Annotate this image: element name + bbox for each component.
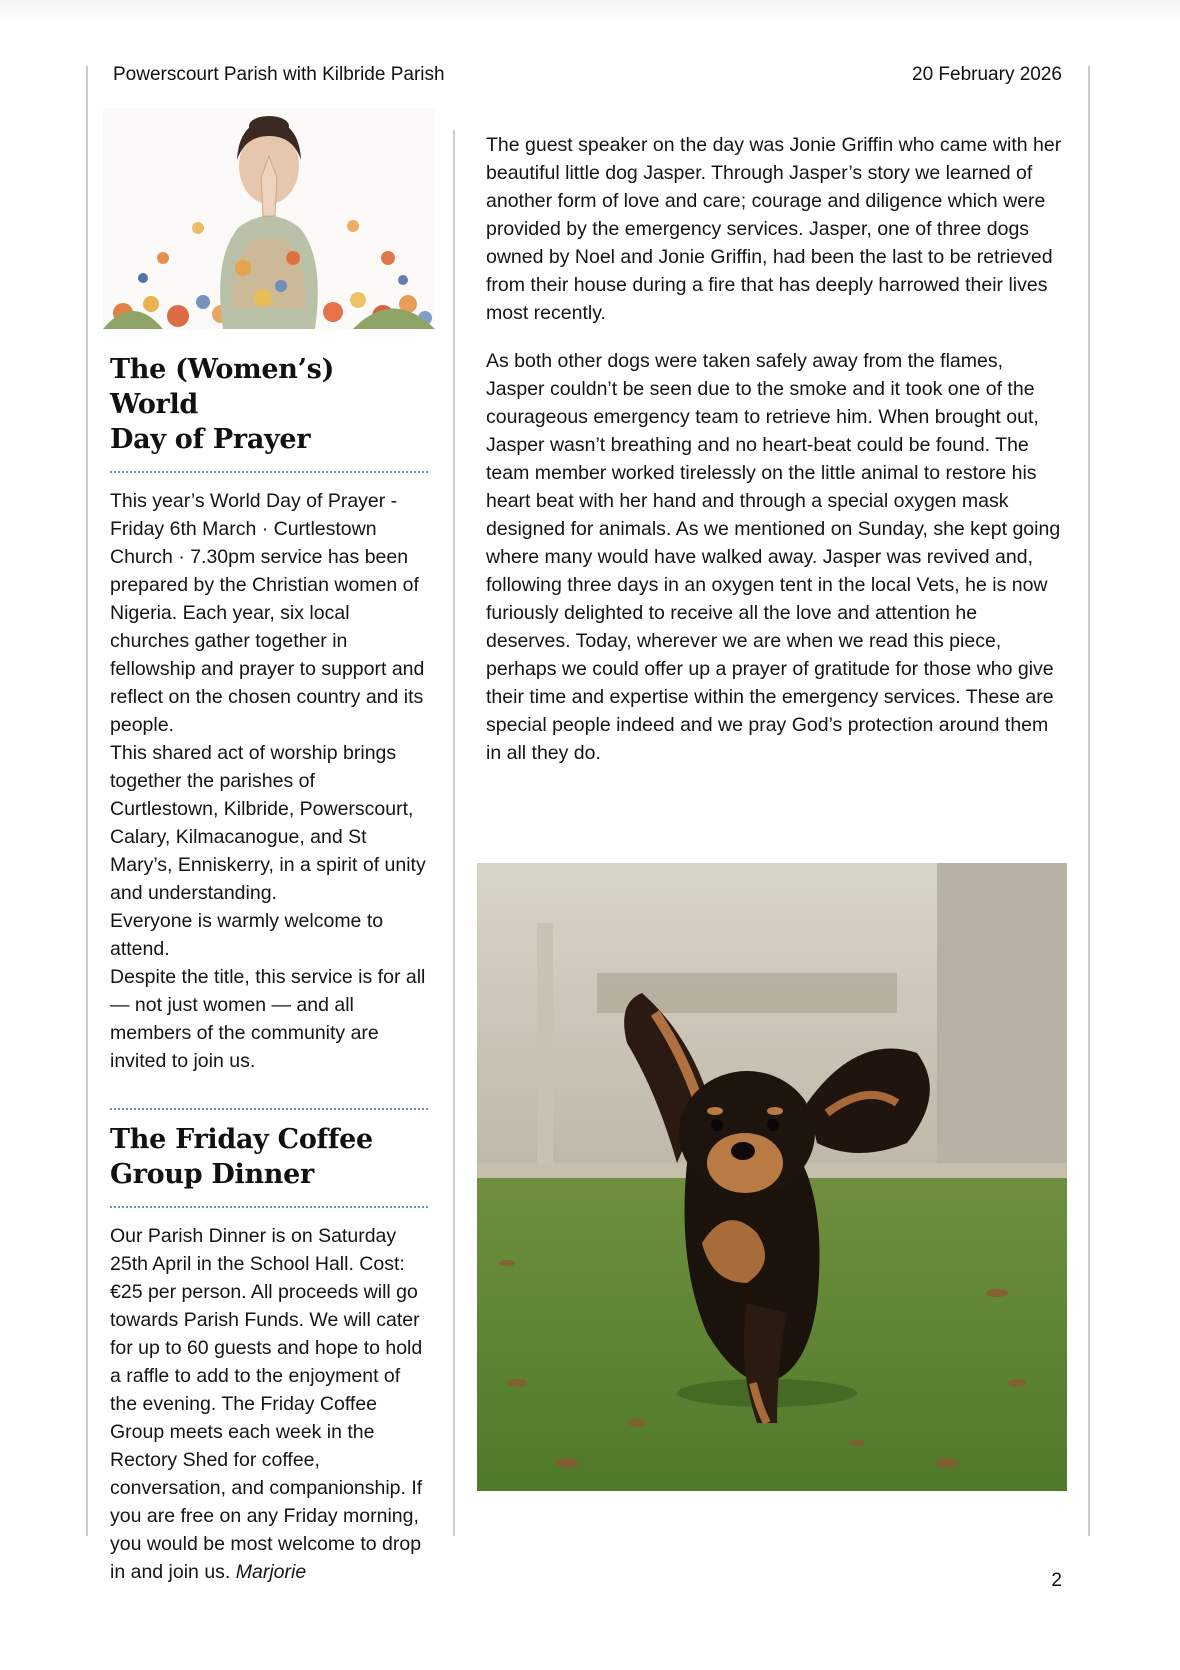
jasper-dog-photo bbox=[477, 863, 1067, 1491]
prayer-day-paragraph: Everyone is warmly welcome to attend. bbox=[110, 910, 384, 960]
prayer-day-paragraph: Despite the title, this service is for all — not just women — and all members of the community are invited to join us. bbox=[110, 966, 426, 1072]
coffee-dinner-section bbox=[110, 1122, 428, 1586]
prayer-day-title bbox=[110, 352, 428, 457]
left-margin-rule bbox=[86, 66, 88, 1536]
prayer-illustration bbox=[103, 108, 435, 329]
top-shadow bbox=[0, 0, 1180, 22]
coffee-dinner-title-divider bbox=[110, 1206, 428, 1208]
column-divider-rule bbox=[453, 130, 455, 1536]
page-number: 2 bbox=[1051, 1570, 1062, 1591]
coffee-dinner-title bbox=[110, 1122, 428, 1192]
coffee-dinner-title-line2: Group Dinner bbox=[110, 1159, 314, 1190]
coffee-dinner-signature: Marjorie bbox=[235, 1561, 307, 1583]
prayer-day-paragraph: This shared act of worship brings together the parishes of Curtlestown, Kilbride, Powerscourt, Calary, Kilmacanogue, and St Mary’s, Enniskerry, in a spirit of unity and understanding. bbox=[110, 742, 426, 904]
parish-name-header: Powerscourt Parish with Kilbride Parish bbox=[113, 64, 445, 85]
section-divider bbox=[110, 1108, 428, 1110]
prayer-day-title-line2: Day of Prayer bbox=[110, 424, 311, 455]
coffee-dinner-body bbox=[110, 1222, 428, 1586]
coffee-dinner-text: Our Parish Dinner is on Saturday 25th April in the School Hall. Cost: €25 per person. All proceeds will go towards Parish Funds. We will cater for up to 60 guests and hope to hold a raffle to add to the enjoyment of the evening. The Friday Coffee Group meets each week in the Rectory Shed for coffee, conversation, and companionship. If you are free on any Friday morning, you would be most welcome to drop in and join us. bbox=[110, 1225, 423, 1583]
jasper-paragraph: The guest speaker on the day was Jonie Griffin who came with her beautiful little dog Jasper. Through Jasper’s story we learned of another form of love and care; courage and diligence which were provided by the emergency services. Jasper, one of three dogs owned by Noel and Jonie Griffin, had been the last to be retrieved from their house during a fire that has deeply harrowed their lives most recently. bbox=[486, 134, 1062, 324]
prayer-day-paragraph: This year’s World Day of Prayer - Friday 6th March · Curtlestown Church · 7.30pm service has been prepared by the Christian women of Nigeria. Each year, six local churches gather together in fellowship and prayer to support and reflect on the chosen country and its people. bbox=[110, 490, 425, 736]
prayer-day-section bbox=[110, 352, 428, 1075]
coffee-dinner-title-line1: The Friday Coffee bbox=[110, 1124, 373, 1155]
jasper-paragraph: As both other dogs were taken safely away from the flames, Jasper couldn’t be seen due to the smoke and it took one of the courageous emergency team to retrieve him. When brought out, Jasper wasn’t breathing and no heart-beat could be found. The team member worked tirelessly on the little animal to restore his heart beat with her hand and through a special oxygen mask designed for animals. As we mentioned on Sunday, she kept going where many would have walked away. Jasper was revived and, following three days in an oxygen tent in the local Vets, he is now furiously delighted to receive all the love and attention he deserves. Today, wherever we are when we read this piece, perhaps we could offer up a prayer of gratitude for those who give their time and expertise within the emergency services. These are special people indeed and we pray God’s protection around them in all they do. bbox=[486, 350, 1061, 764]
date-header: 20 February 2026 bbox=[912, 64, 1062, 85]
jasper-story bbox=[486, 131, 1066, 787]
prayer-day-title-divider bbox=[110, 471, 428, 473]
right-margin-rule bbox=[1088, 66, 1090, 1536]
prayer-day-title-line1: The (Women’s) World bbox=[110, 354, 335, 420]
